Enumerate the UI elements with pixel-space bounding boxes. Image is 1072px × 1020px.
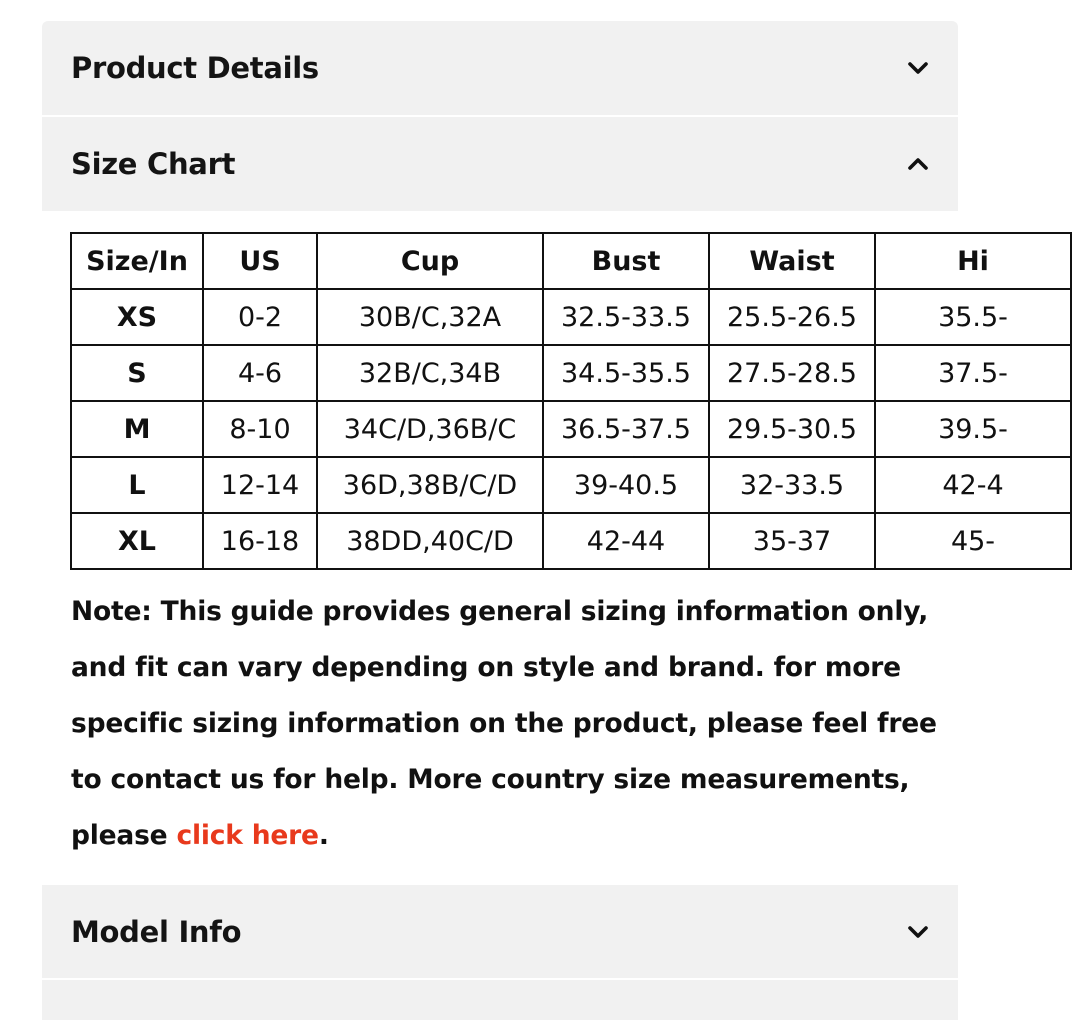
accordion-title: Product Details <box>71 51 319 85</box>
table-cell: 42-4 <box>875 457 1071 513</box>
table-cell: 34.5-35.5 <box>543 345 709 401</box>
table-row <box>71 401 1071 457</box>
accordion-model-info[interactable] <box>42 885 958 979</box>
chevron-up-icon[interactable] <box>906 152 930 176</box>
table-cell: 12-14 <box>203 457 317 513</box>
accordion-size-chart[interactable] <box>42 117 958 211</box>
table-cell: 30B/C,32A <box>317 289 543 345</box>
table-row <box>71 345 1071 401</box>
table-cell: 37.5- <box>875 345 1071 401</box>
chevron-down-icon[interactable] <box>906 56 930 80</box>
table-cell: XL <box>71 513 203 569</box>
table-cell: 25.5-26.5 <box>709 289 875 345</box>
table-cell: 8-10 <box>203 401 317 457</box>
table-cell: 38DD,40C/D <box>317 513 543 569</box>
table-cell: 45- <box>875 513 1071 569</box>
table-cell: 42-44 <box>543 513 709 569</box>
table-cell: 32-33.5 <box>709 457 875 513</box>
chevron-down-icon[interactable] <box>906 920 930 944</box>
note-end: . <box>318 820 329 851</box>
accordion-title: Model Info <box>71 915 242 949</box>
table-cell: 36D,38B/C/D <box>317 457 543 513</box>
table-row <box>71 513 1071 569</box>
table-cell: 39.5- <box>875 401 1071 457</box>
column-header: Cup <box>317 233 543 289</box>
table-cell: S <box>71 345 203 401</box>
note-text: Note: This guide provides general sizing information only, and fit can vary depending on style and brand. for more specific sizing information on the product, please feel free to contact us for help. More country size measurements, please <box>71 596 937 851</box>
table-cell: L <box>71 457 203 513</box>
table-cell: 4-6 <box>203 345 317 401</box>
accordion-title: Size Chart <box>71 147 236 181</box>
column-header: Waist <box>709 233 875 289</box>
click-here-link[interactable]: click here <box>176 820 319 851</box>
table-cell: M <box>71 401 203 457</box>
table-cell: 16-18 <box>203 513 317 569</box>
table-cell: 32B/C,34B <box>317 345 543 401</box>
table-cell: 39-40.5 <box>543 457 709 513</box>
table-row <box>71 457 1071 513</box>
column-header: US <box>203 233 317 289</box>
table-row <box>71 289 1071 345</box>
table-cell: 27.5-28.5 <box>709 345 875 401</box>
size-table-scroll-area[interactable] <box>70 232 1008 580</box>
table-cell: 29.5-30.5 <box>709 401 875 457</box>
accordion-product-details[interactable] <box>42 21 958 115</box>
table-cell: XS <box>71 289 203 345</box>
size-table <box>70 232 1072 570</box>
table-cell: 32.5-33.5 <box>543 289 709 345</box>
table-header-row <box>71 233 1071 289</box>
table-cell: 35-37 <box>709 513 875 569</box>
column-header: Size/In <box>71 233 203 289</box>
column-header: Bust <box>543 233 709 289</box>
size-note <box>71 584 951 864</box>
accordion-next-section[interactable] <box>42 980 958 1020</box>
table-cell: 35.5- <box>875 289 1071 345</box>
table-cell: 0-2 <box>203 289 317 345</box>
table-cell: 34C/D,36B/C <box>317 401 543 457</box>
column-header: Hi <box>875 233 1071 289</box>
table-cell: 36.5-37.5 <box>543 401 709 457</box>
